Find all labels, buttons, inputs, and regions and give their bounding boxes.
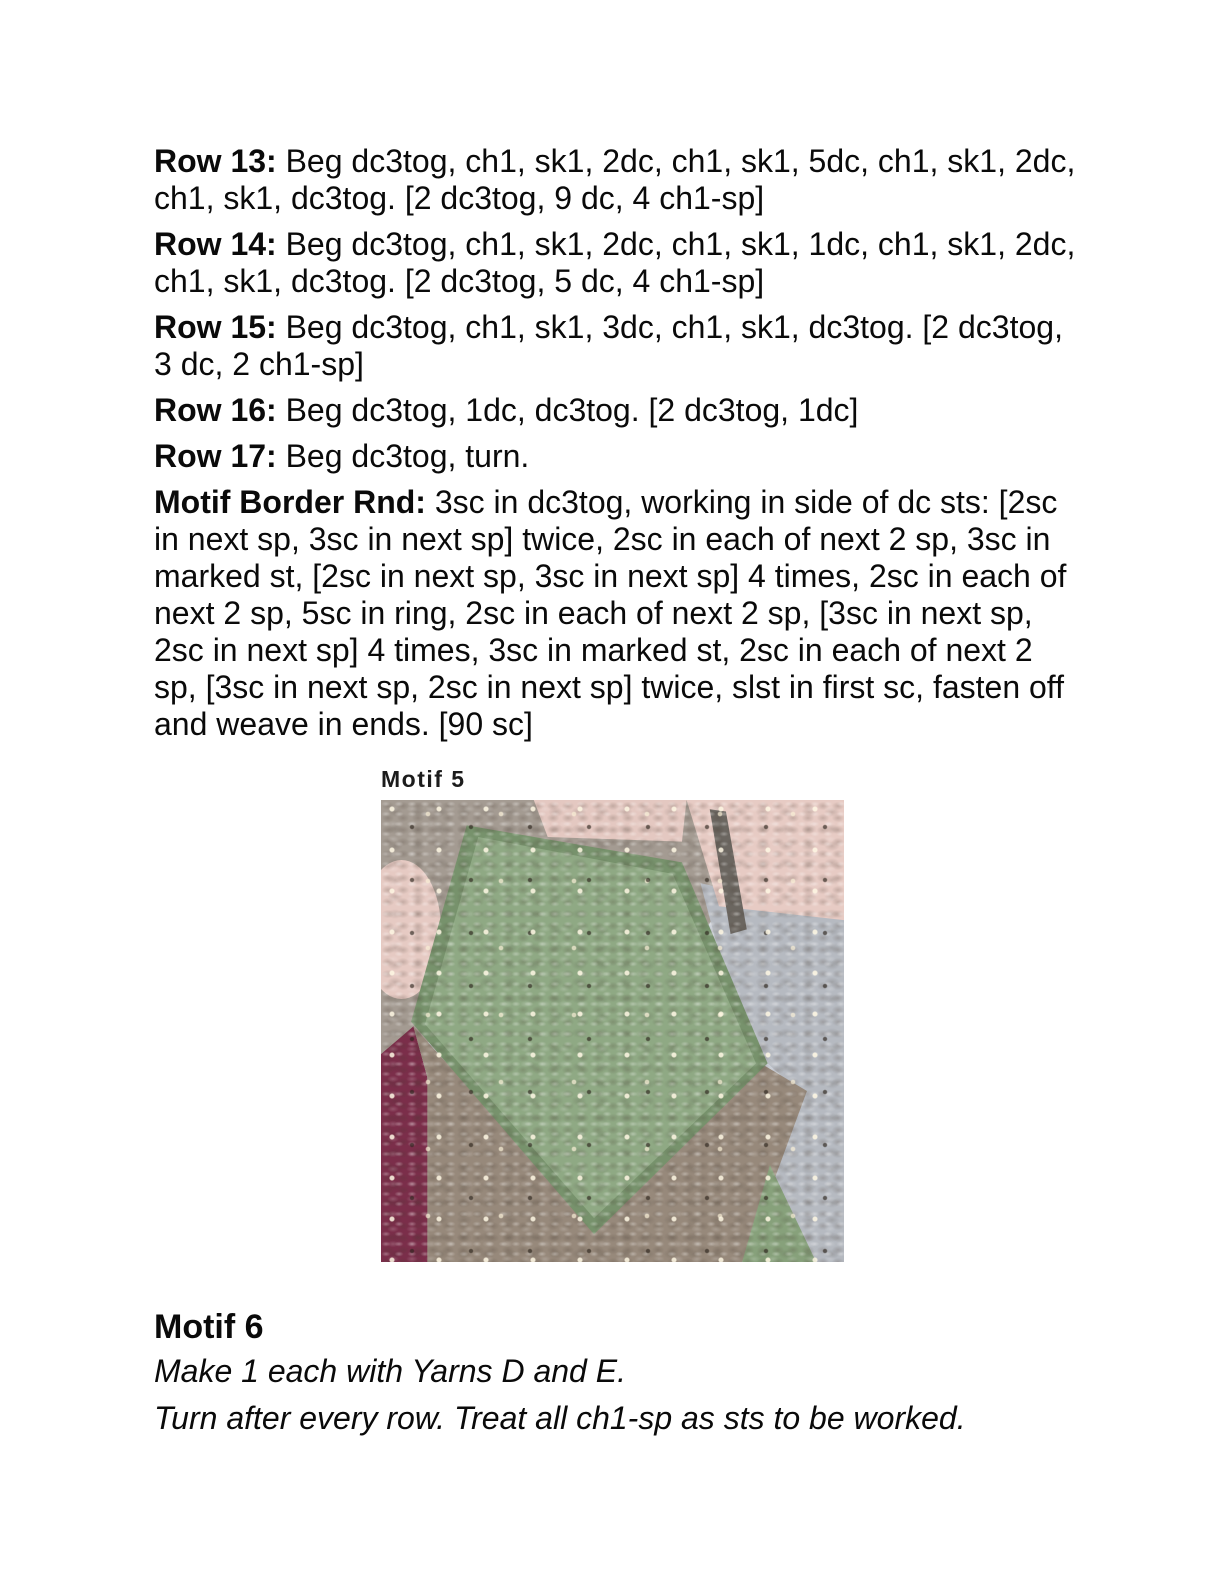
- row-14-label: Row 14:: [154, 226, 277, 262]
- row-15-instructions: Beg dc3tog, ch1, sk1, 3dc, ch1, sk1, dc3tog. [2 dc3tog, 3 dc, 2 ch1-sp]: [154, 309, 1063, 382]
- figure-motif5: [381, 765, 1078, 1262]
- pattern-row-14: [154, 226, 1078, 300]
- row-16-label: Row 16:: [154, 392, 277, 428]
- row-17-label: Row 17:: [154, 438, 277, 474]
- motif5-photo: [381, 800, 844, 1262]
- motif-border-rnd: [154, 484, 1078, 743]
- row-16-instructions: Beg dc3tog, 1dc, dc3tog. [2 dc3tog, 1dc]: [276, 392, 859, 428]
- row-14-instructions: Beg dc3tog, ch1, sk1, 2dc, ch1, sk1, 1dc, ch1, sk1, 2dc, ch1, sk1, dc3tog. [2 dc3tog, 5 dc, 4 ch1-sp]: [154, 226, 1076, 299]
- row-15-label: Row 15:: [154, 309, 277, 345]
- row-17-instructions: Beg dc3tog, turn.: [276, 438, 530, 474]
- pattern-row-15: [154, 309, 1078, 383]
- section-heading-motif6: Motif 6: [154, 1308, 264, 1346]
- row-13-instructions: Beg dc3tog, ch1, sk1, 2dc, ch1, sk1, 5dc, ch1, sk1, 2dc, ch1, sk1, dc3tog. [2 dc3tog, 9 dc, 4 ch1-sp]: [154, 143, 1076, 216]
- row-13-label: Row 13:: [154, 143, 277, 179]
- motif-border-rnd-label: Motif Border Rnd:: [154, 484, 426, 520]
- pattern-text-block: [154, 143, 1078, 1447]
- pattern-row-17: [154, 438, 1078, 475]
- pattern-row-13: [154, 143, 1078, 217]
- pattern-row-16: [154, 392, 1078, 429]
- motif6-note-yarns: Make 1 each with Yarns D and E.: [154, 1353, 626, 1389]
- motif-border-rnd-instructions: 3sc in dc3tog, working in side of dc sts: [2sc in next sp, 3sc in next sp] twice, 2sc in each of next 2 sp, 3sc in marked st, [2sc in next sp, 3sc in next sp] 4 times, 2sc in each of next 2 sp, 5sc in ring, 2sc in each of next 2 sp, [3sc in next sp, 2sc in next sp] 4 times, 3sc in marked st, 2sc in each of next 2 sp, [3sc in next sp, 2sc in next sp] twice, slst in first sc, fasten off and weave in ends. [90 sc]: [154, 484, 1067, 742]
- motif6-note-turn: Turn after every row. Treat all ch1-sp as sts to be worked.: [154, 1400, 966, 1436]
- figure-caption: Motif 5: [381, 766, 466, 792]
